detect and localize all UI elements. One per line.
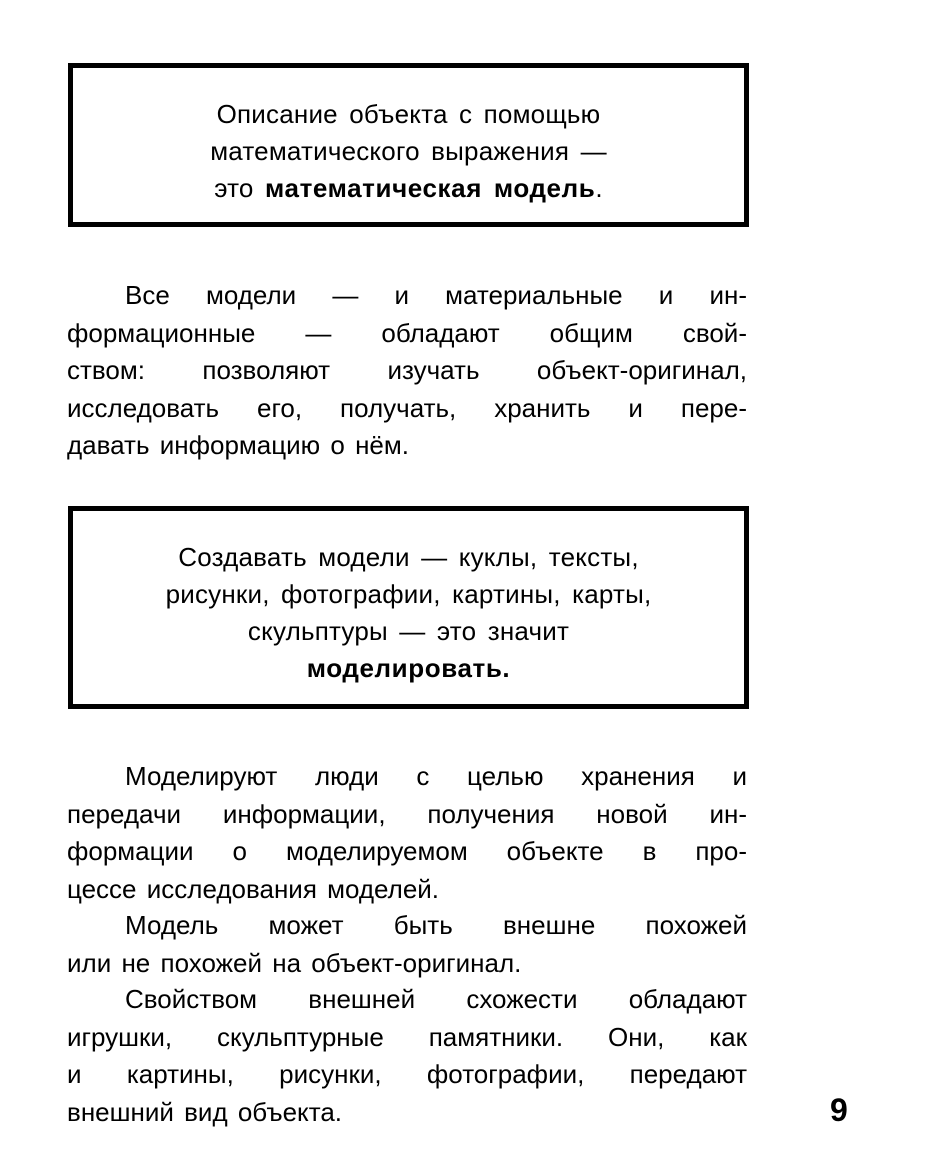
box1-line-2: математического выражения — — [210, 136, 607, 166]
text-line: формационные — обладают общим свой- — [67, 317, 747, 348]
box2-line-1: Создавать модели — куклы, тексты, — [178, 542, 639, 572]
term-math-model: математическая модель — [265, 173, 596, 203]
text-line: Все модели — и материальные и ин- — [125, 280, 747, 310]
text-line: и картины, рисунки, фотографии, передают — [67, 1059, 747, 1089]
text-line: цессе исследования моделей. — [67, 873, 440, 904]
box1-line-1: Описание объекта с помощью — [216, 99, 601, 129]
paragraph-why-model — [67, 758, 747, 908]
text-line: передачи информации, получения новой ин- — [67, 798, 747, 829]
box1-suffix: . — [595, 173, 603, 203]
paragraph-model-similarity — [67, 907, 747, 982]
page-number: 9 — [830, 1092, 848, 1128]
text-line: исследовать его, получать, хранить и пере- — [67, 392, 747, 423]
paragraph-models-common-property — [67, 277, 747, 465]
text-line: формации о моделируемом объекте в про- — [67, 836, 747, 866]
text-line: Моделируют люди с целью хранения и — [125, 761, 747, 791]
text-line: или не похожей на объект-оригинал. — [67, 947, 522, 978]
text-line: Модель может быть внешне похожей — [125, 910, 747, 940]
definition-box-math-model — [68, 63, 749, 227]
text-line: Свойством внешней схожести обладают — [125, 984, 747, 1014]
term-modeling: моделировать. — [306, 653, 511, 683]
text-line: игрушки, скульптурные памятники. Они, как — [67, 1021, 747, 1052]
text-line: внешний вид объекта. — [67, 1096, 343, 1127]
definition-box-modeling — [68, 506, 749, 709]
box2-line-4 — [73, 650, 744, 687]
box1-prefix: это — [214, 173, 266, 203]
paragraph-external-similarity — [67, 981, 747, 1131]
box2-line-2: рисунки, фотографии, картины, карты, — [165, 579, 652, 609]
box2-line-3: скульптуры — это значит — [247, 616, 570, 646]
box1-line-3 — [73, 170, 744, 207]
text-line: давать информацию о нём. — [67, 430, 409, 460]
text-line: ством: позволяют изучать объект-оригинал, — [67, 355, 747, 385]
